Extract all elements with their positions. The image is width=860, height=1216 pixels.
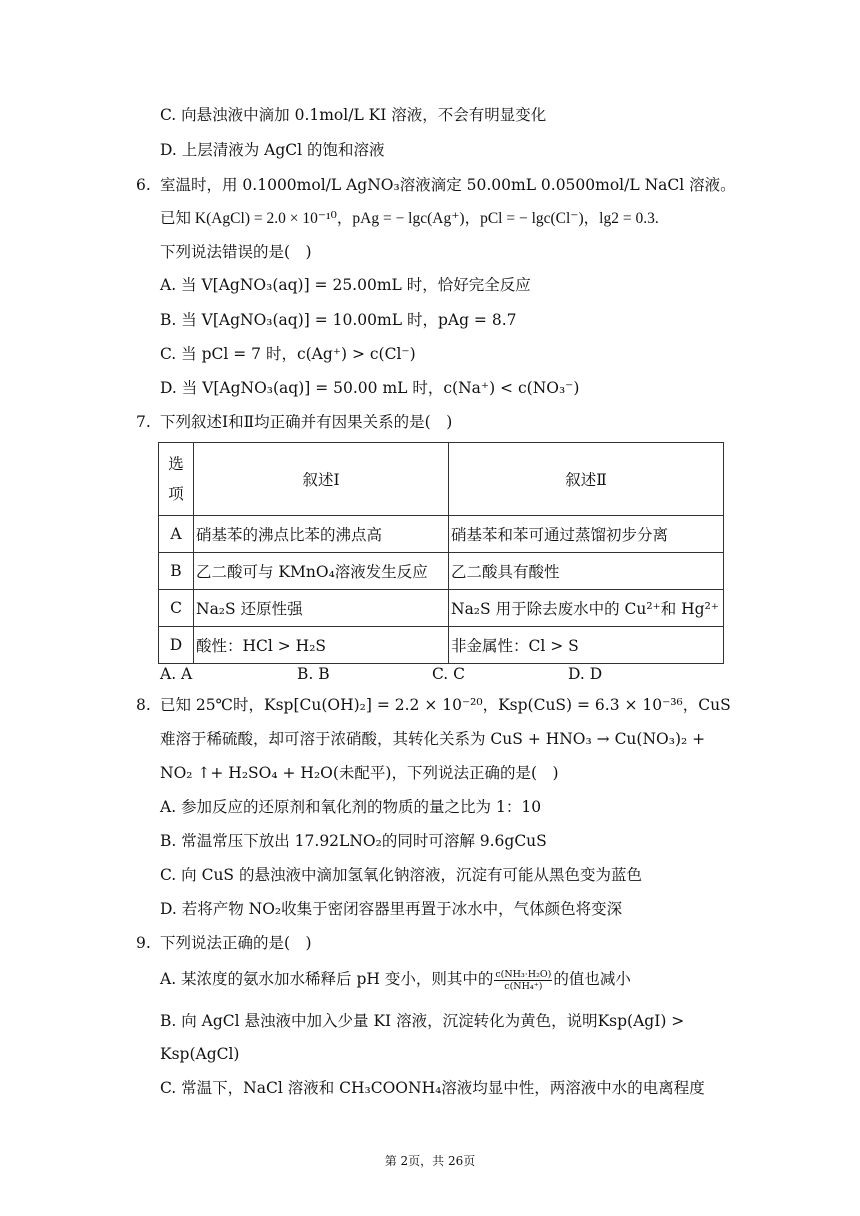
table-cell: 硝基苯的沸点比苯的沸点高 <box>194 516 449 553</box>
q7-stem: 下列叙述Ⅰ和Ⅱ均正确并有因果关系的是( ) <box>160 413 453 431</box>
q9-option-c: C. 常温下，NaCl 溶液和 CH₃COONH₄溶液均显中性，两溶液中水的电离程度 <box>160 1079 705 1097</box>
table-cell: 乙二酸具有酸性 <box>449 553 724 590</box>
table-row <box>159 516 724 553</box>
q8-option-a: A. 参加反应的还原剂和氧化剂的物质的量之比为 1：10 <box>160 798 542 816</box>
q9-number: 9. <box>136 934 151 952</box>
table-cell: 非金属性：Cl > S <box>449 627 724 664</box>
q8-stem-line1: 已知 25℃时，Ksp[Cu(OH)₂] = 2.2 × 10⁻²⁰，Ksp(CuS) = 6.3 × 10⁻³⁶，CuS <box>160 696 731 714</box>
q6-option-c: C. 当 pCl = 7 时，c(Ag⁺) > c(Cl⁻) <box>160 345 416 363</box>
q5-option-c: C. 向悬浊液中滴加 0.1mol/L KI 溶液，不会有明显变化 <box>160 106 547 124</box>
table-cell: Na₂S 还原性强 <box>194 590 449 627</box>
table-header-statement-2: 叙述Ⅱ <box>449 443 724 516</box>
q8-number: 8. <box>136 696 151 714</box>
q9-option-a-text-end: 的值也减小 <box>553 970 631 988</box>
table-row <box>159 627 724 664</box>
page-footer: 第 2页，共 26页 <box>384 1154 476 1168</box>
q8-stem-line3: NO₂ ↑+ H₂SO₄ + H₂O(未配平)，下列说法正确的是( ) <box>160 764 559 782</box>
fraction <box>494 969 552 992</box>
q8-option-c: C. 向 CuS 的悬浊液中滴加氢氧化钠溶液，沉淀有可能从黑色变为蓝色 <box>160 866 642 884</box>
q5-option-d: D. 上层清液为 AgCl 的饱和溶液 <box>160 141 385 159</box>
q9-option-a-text: A. 某浓度的氨水加水稀释后 pH 变小，则其中的 <box>160 970 494 988</box>
table-cell-option: B <box>159 553 194 590</box>
table-cell: 酸性：HCl > H₂S <box>194 627 449 664</box>
table-header-statement-1: 叙述Ⅰ <box>194 443 449 516</box>
q9-option-a <box>160 968 631 992</box>
q7-number: 7. <box>136 413 151 431</box>
q7-choice-c: C. C <box>432 665 466 683</box>
q6-stem-line3: 下列说法错误的是( ) <box>160 243 312 261</box>
fraction-numerator: c(NH₃·H₂O) <box>495 968 552 980</box>
table-cell: 乙二酸可与 KMnO₄溶液发生反应 <box>194 553 449 590</box>
q6-option-d: D. 当 V[AgNO₃(aq)] = 50.00 mL 时，c(Na⁺) < c(NO₃⁻) <box>160 379 580 397</box>
table-cell-option: C <box>159 590 194 627</box>
q9-stem: 下列说法正确的是( ) <box>160 934 312 952</box>
fraction-denominator: c(NH₄⁺) <box>504 980 543 992</box>
q9-option-b-line2: Ksp(AgCl) <box>160 1045 240 1063</box>
table-cell: Na₂S 用于除去废水中的 Cu²⁺和 Hg²⁺ <box>449 590 724 627</box>
q6-stem-line1: 室温时，用 0.1000mol/L AgNO₃溶液滴定 50.00mL 0.0500mol/L NaCl 溶液。 <box>160 176 736 194</box>
q7-choice-d: D. D <box>568 665 603 683</box>
q7-choice-a: A. A <box>160 665 193 683</box>
table-header-option: 选项 <box>159 443 194 516</box>
table-row <box>159 553 724 590</box>
q7-table <box>158 442 724 664</box>
table-cell-option: A <box>159 516 194 553</box>
q6-number: 6. <box>136 176 151 194</box>
q6-stem-line2: 已知 K(AgCl) = 2.0 × 10⁻¹⁰，pAg = − lgc(Ag⁺)，pCl = − lgc(Cl⁻)，lg2 = 0.3. <box>160 210 659 227</box>
q8-option-d: D. 若将产物 NO₂收集于密闭容器里再置于冰水中，气体颜色将变深 <box>160 900 623 918</box>
q6-option-a: A. 当 V[AgNO₃(aq)] = 25.00mL 时，恰好完全反应 <box>160 276 531 294</box>
q8-stem-line2: 难溶于稀硫酸，却可溶于浓硝酸，其转化关系为 CuS + HNO₃ → Cu(NO₃)₂ + <box>160 730 706 748</box>
table-cell-option: D <box>159 627 194 664</box>
q8-option-b: B. 常温常压下放出 17.92LNO₂的同时可溶解 9.6gCuS <box>160 832 547 850</box>
q7-choice-b: B. B <box>297 665 330 683</box>
table-row <box>159 590 724 627</box>
table-header-row <box>159 443 724 516</box>
table-cell: 硝基苯和苯可通过蒸馏初步分离 <box>449 516 724 553</box>
q9-option-b-line1: B. 向 AgCl 悬浊液中加入少量 KI 溶液，沉淀转化为黄色，说明Ksp(AgI) > <box>160 1012 685 1030</box>
q6-option-b: B. 当 V[AgNO₃(aq)] = 10.00mL 时，pAg = 8.7 <box>160 311 517 329</box>
